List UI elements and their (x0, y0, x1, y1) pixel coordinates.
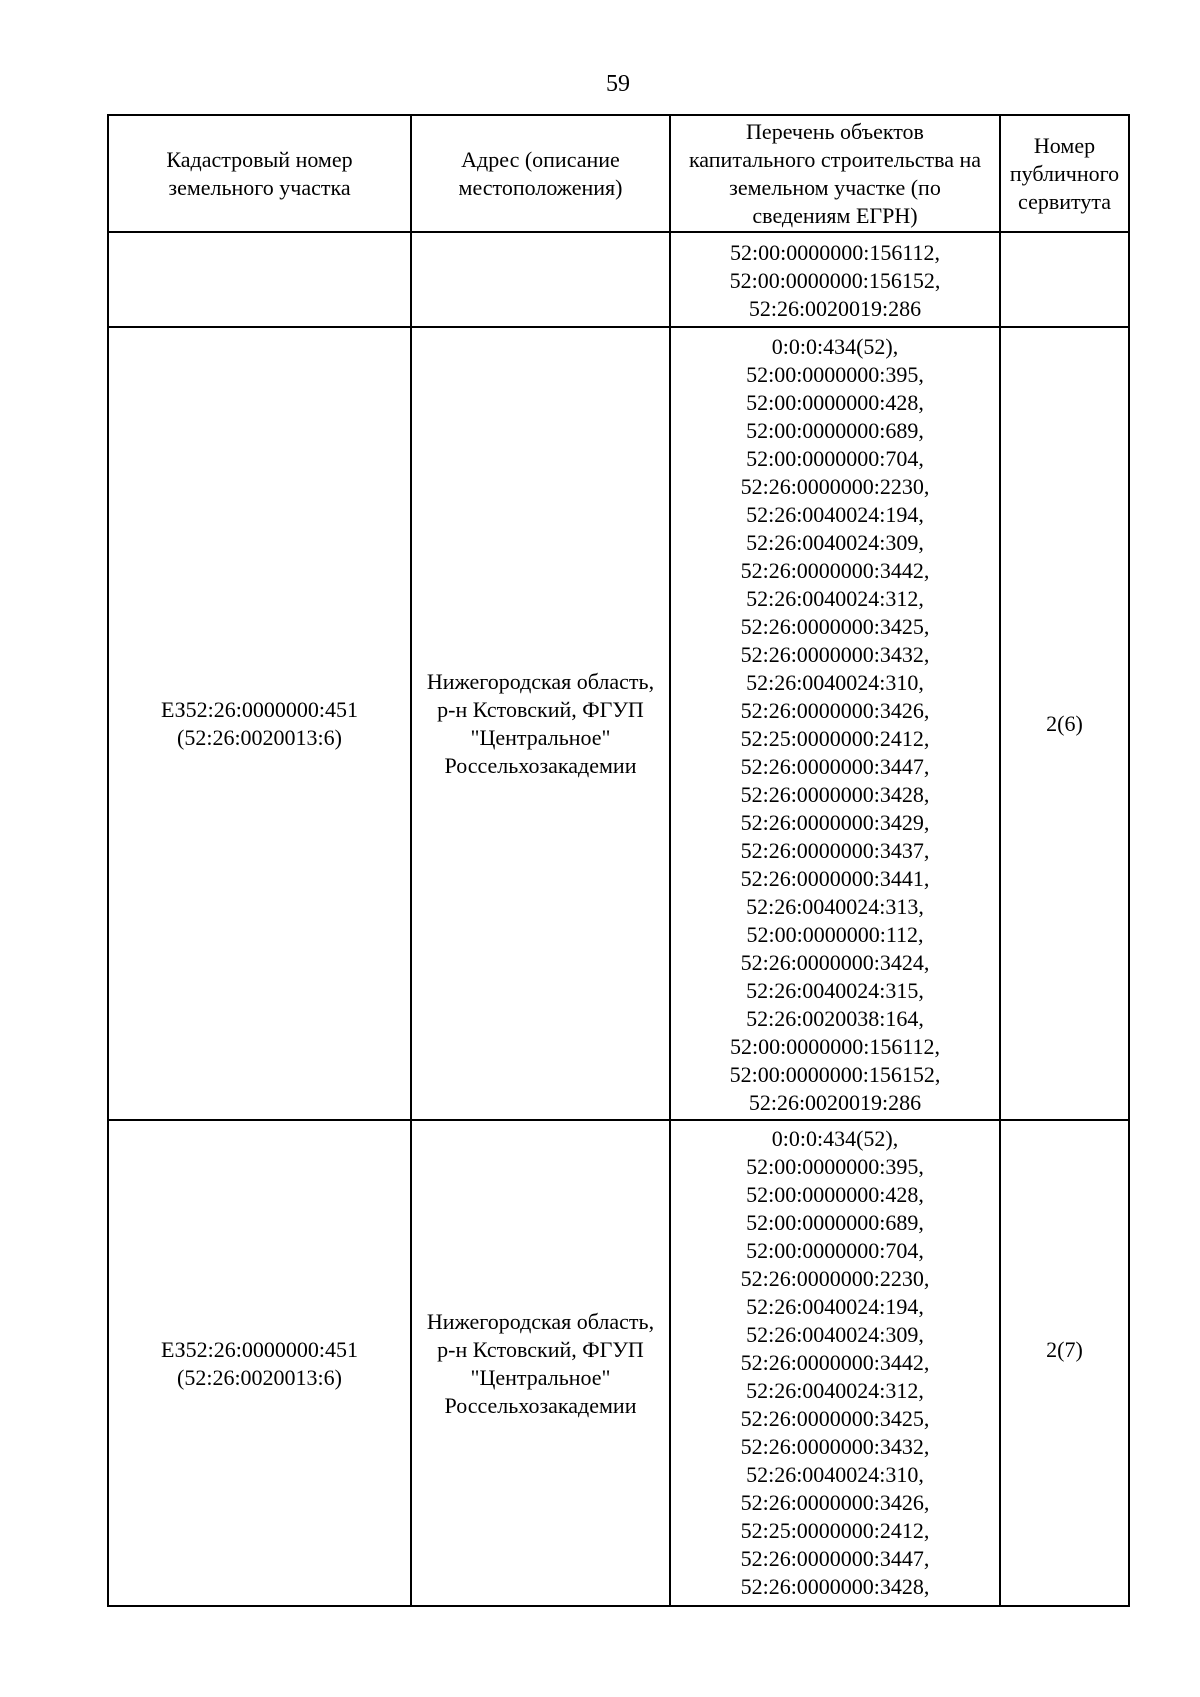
cell-line: 52:26:0000000:3437, (740, 837, 930, 863)
cell-line: Россельхозакадемии (444, 1393, 637, 1418)
cell-line: 0:0:0:434(52), (771, 333, 899, 359)
table-header-row (108, 115, 1129, 232)
cell-line: 52:26:0000000:3425, (740, 1406, 930, 1431)
cell-line: 52:26:0000000:3424, (740, 949, 930, 975)
cell-line: 52:26:0040024:310, (746, 669, 924, 695)
cell-line: Нижегородская область, (426, 668, 655, 694)
cell-line: 52:00:0000000:156112, (729, 1033, 941, 1059)
cell-line: 52:26:0000000:3432, (740, 641, 930, 667)
cell-line: 52:25:0000000:2412, (740, 725, 930, 751)
header-line: Номер (1033, 132, 1096, 158)
cell-line: р-н Кстовский, ФГУП (437, 1337, 644, 1362)
cell-line: (52:26:0020013:6) (177, 724, 342, 750)
servitude-table (107, 114, 1130, 1607)
cell-line: 52:26:0000000:2230, (740, 473, 930, 499)
page-number: 59 (606, 71, 630, 97)
cell-line: 52:26:0040024:309, (746, 529, 924, 555)
cell-line: 52:00:0000000:395, (746, 361, 924, 387)
cell-line: ЕЗ52:26:0000000:451 (160, 1337, 359, 1362)
header-cadastral-number (108, 115, 411, 232)
header-objects-list (670, 115, 1000, 232)
objects-cell (670, 327, 1000, 1120)
header-servitude-number (1000, 115, 1129, 232)
cell-line: 52:26:0000000:3441, (740, 865, 930, 891)
cell-line: 52:26:0000000:3447, (740, 1546, 930, 1571)
cell-line: Россельхозакадемии (444, 752, 637, 778)
cadastral-cell (108, 232, 411, 327)
table-row (108, 232, 1129, 327)
cell-line: ЕЗ52:26:0000000:451 (160, 696, 359, 722)
cell-line: 52:00:0000000:704, (746, 445, 924, 471)
cell-line: "Центральное" (470, 724, 611, 750)
header-line: сервитута (1018, 188, 1111, 214)
header-line: местоположения) (458, 174, 623, 200)
servitude-cell: 2(6) (1000, 327, 1129, 1120)
cell-line: р-н Кстовский, ФГУП (437, 696, 644, 722)
objects-cell (670, 232, 1000, 327)
header-address (411, 115, 670, 232)
header-line: Адрес (описание (461, 146, 620, 172)
cell-line: 52:26:0000000:2230, (740, 1266, 930, 1291)
cell-line: 52:26:0040024:312, (746, 585, 924, 611)
cadastral-cell (108, 1120, 411, 1606)
cell-line: 52:26:0040024:313, (746, 893, 924, 919)
cell-line: 52:26:0020038:164, (746, 1005, 924, 1031)
header-line: сведениям ЕГРН) (752, 202, 918, 228)
cell-line: 0:0:0:434(52), (771, 1126, 899, 1151)
cell-line: 52:26:0000000:3442, (740, 557, 930, 583)
header-line: Перечень объектов (746, 118, 924, 144)
cell-line: 52:26:0000000:3432, (740, 1434, 930, 1459)
cell-line: 52:26:0040024:315, (746, 977, 924, 1003)
header-line: публичного (1009, 160, 1120, 186)
cell-line: 52:26:0000000:3426, (740, 697, 930, 723)
table-row (108, 1120, 1129, 1606)
cell-line: 52:26:0000000:3428, (740, 1574, 930, 1599)
address-cell (411, 1120, 670, 1606)
cell-line: 52:26:0040024:194, (746, 501, 924, 527)
cell-line: 52:00:0000000:395, (746, 1154, 924, 1179)
servitude-cell (1000, 1120, 1129, 1606)
cadastral-cell (108, 327, 411, 1120)
cell-line: 52:00:0000000:156152, (729, 1061, 941, 1087)
cell-line: 52:00:0000000:112, (746, 921, 924, 947)
cell-line: 52:00:0000000:156112, (729, 239, 941, 265)
cell-line: 52:00:0000000:428, (746, 1182, 924, 1207)
cell-line: 52:26:0000000:3429, (740, 809, 930, 835)
cell-line: 52:26:0000000:3426, (740, 1490, 930, 1515)
cell-line: 52:26:0040024:309, (746, 1322, 924, 1347)
cell-line: 52:00:0000000:689, (746, 417, 924, 443)
header-line: земельного участка (168, 174, 351, 200)
cell-line: 52:26:0000000:3428, (740, 781, 930, 807)
cell-line: 52:00:0000000:156152, (729, 267, 941, 293)
table-row (108, 327, 1129, 1120)
cell-line: (52:26:0020013:6) (177, 1365, 342, 1390)
cell-line: 52:26:0000000:3447, (740, 753, 930, 779)
cell-line: 52:26:0000000:3442, (740, 1350, 930, 1375)
cell-line: 52:26:0040024:194, (746, 1294, 924, 1319)
cell-line: 52:00:0000000:689, (746, 1210, 924, 1235)
objects-cell (670, 1120, 1000, 1606)
servitude-value: 2(7) (1046, 1337, 1083, 1362)
cell-line: 52:25:0000000:2412, (740, 1518, 930, 1543)
header-line: земельном участке (по (729, 174, 941, 200)
address-cell (411, 232, 670, 327)
cell-line: 52:26:0020019:286 (748, 295, 922, 321)
cell-line: 52:26:0040024:310, (746, 1462, 924, 1487)
cell-line: Нижегородская область, (426, 1309, 655, 1334)
cell-line: 52:00:0000000:428, (746, 389, 924, 415)
cell-line: 52:26:0020019:286 (748, 1089, 922, 1115)
header-line: капитального строительства на (688, 146, 982, 172)
servitude-cell (1000, 232, 1129, 327)
cell-line: 52:26:0040024:312, (746, 1378, 924, 1403)
cell-line: "Центральное" (470, 1365, 611, 1390)
address-cell (411, 327, 670, 1120)
header-line: Кадастровый номер (166, 146, 353, 172)
cell-line: 52:00:0000000:704, (746, 1238, 924, 1263)
cell-line: 52:26:0000000:3425, (740, 613, 930, 639)
